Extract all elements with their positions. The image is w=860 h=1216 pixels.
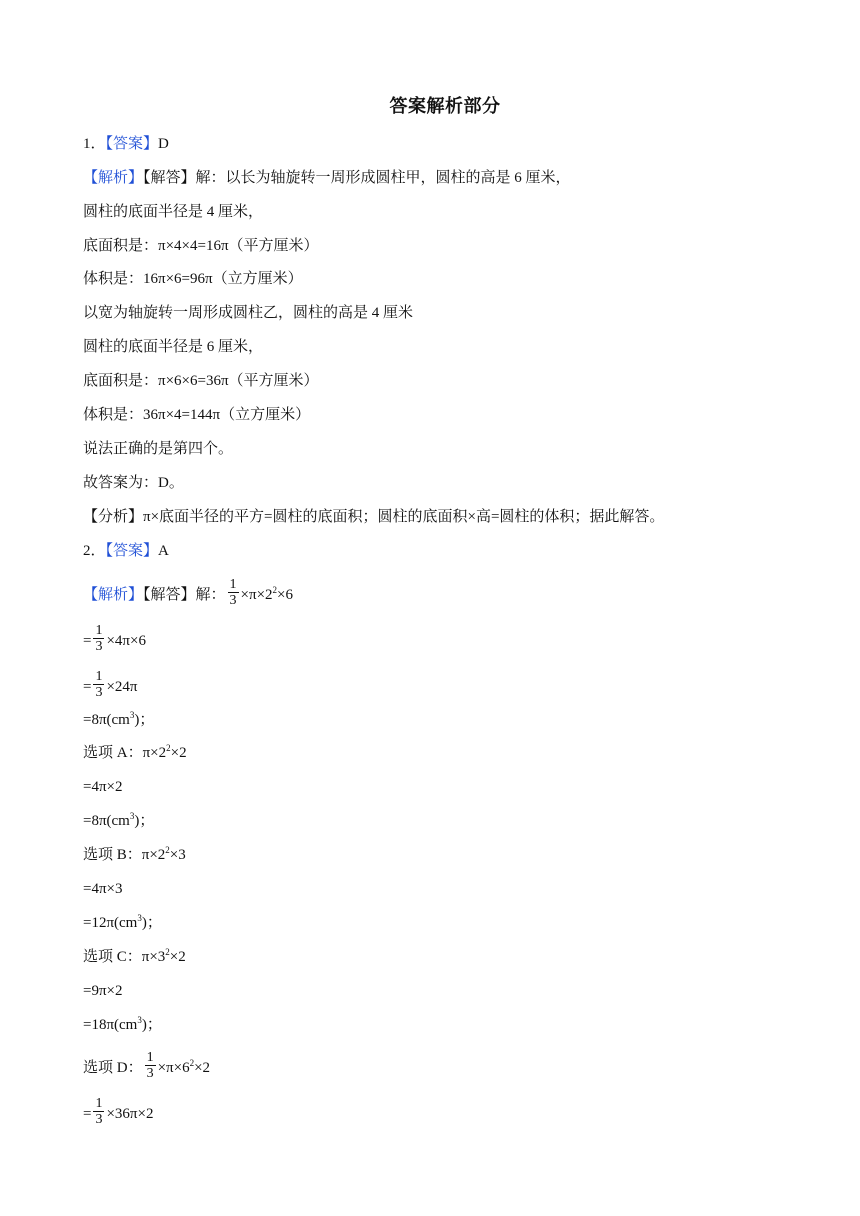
expr-part: ×π×6	[157, 1059, 190, 1076]
fraction-denominator: 3	[95, 639, 103, 654]
expr-part: )；	[134, 712, 155, 728]
expr-part: ×2	[194, 1059, 211, 1076]
fraction-numerator: 1	[146, 1050, 154, 1065]
fraction-numerator: 1	[95, 623, 103, 638]
expr-part: =8π(cm	[83, 712, 130, 728]
expr-part: 选项 A：π×2	[83, 745, 167, 761]
q2-solution-line-1	[83, 577, 294, 611]
expr-part: )；	[141, 1017, 162, 1033]
fraction	[93, 1096, 104, 1127]
q2-option-d-line-1	[83, 1050, 211, 1084]
fraction-denominator: 3	[95, 1112, 103, 1127]
fraction	[93, 623, 104, 654]
q2-option-b-line-3	[83, 914, 162, 932]
q1-line-text: 解：以长为轴旋转一周形成圆柱甲，圆柱的高是 6 厘米，	[195, 170, 571, 186]
q1-solution-line-10: 故答案为：D。	[83, 475, 184, 491]
expr-part: )；	[141, 915, 162, 931]
q2-answer-tag: 【答案】	[105, 543, 159, 559]
expr-part: 选项 B：π×2	[83, 847, 166, 863]
expr-part: )；	[134, 813, 155, 829]
q1-solution-line-6: 圆柱的底面半径是 6 厘米，	[83, 339, 264, 355]
q1-solution-line-1	[83, 169, 571, 187]
q1-number: 1．	[83, 136, 106, 152]
q1-solution-line-3: 底面积是：π×4×4=16π（平方厘米）	[83, 238, 319, 254]
q1-solution-line-8: 体积是：36π×4=144π（立方厘米）	[83, 407, 311, 423]
q2-option-a-line-3	[83, 812, 154, 830]
expr-part: =12π(cm	[83, 915, 138, 931]
expr-part: ×6	[277, 586, 294, 603]
equals-sign: =	[83, 1105, 92, 1122]
exponent: 3	[137, 913, 142, 923]
q1-jieda-tag: 【解答】	[143, 170, 196, 186]
fraction-numerator: 1	[95, 669, 103, 684]
expr-part: 选项 C：π×3	[83, 949, 166, 965]
fraction-denominator: 3	[229, 593, 237, 608]
q1-solution-line-2: 圆柱的底面半径是 4 厘米，	[83, 204, 264, 220]
equals-sign: =	[83, 678, 92, 695]
q2-option-c-line-3	[83, 1016, 162, 1034]
q1-answer-line	[83, 135, 169, 153]
q2-option-b-line-1	[83, 846, 186, 864]
q2-option-d-line-2	[83, 1096, 154, 1130]
q1-answer: D	[158, 136, 169, 152]
expr-part: ×2	[169, 949, 186, 965]
q2-option-a-line-2: =4π×2	[83, 779, 123, 795]
q2-line-prefix: 解：	[195, 586, 226, 603]
q2-jiexi-tag: 【解析】	[83, 586, 144, 603]
exponent: 2	[165, 845, 170, 855]
expr-part: ×3	[169, 847, 186, 863]
q1-solution-line-4: 体积是：16π×6=96π（立方厘米）	[83, 271, 303, 287]
q2-option-c-line-2: =9π×2	[83, 983, 123, 999]
q1-fenxi-text: π×底面半径的平方=圆柱的底面积；圆柱的底面积×高=圆柱的体积；据此解答。	[143, 509, 665, 525]
q2-solution-line-3	[83, 669, 138, 703]
fraction-numerator: 1	[95, 1096, 103, 1111]
fraction-numerator: 1	[229, 577, 237, 592]
exponent: 3	[137, 1015, 142, 1025]
fraction-denominator: 3	[146, 1066, 154, 1081]
q1-answer-tag: 【答案】	[105, 136, 159, 152]
exponent: 2	[165, 947, 170, 957]
expr-part: 选项 D：	[83, 1059, 143, 1076]
q1-analysis-line	[83, 508, 664, 526]
q1-jiexi-tag: 【解析】	[83, 170, 144, 186]
exponent: 2	[189, 1057, 195, 1068]
equals-sign: =	[83, 632, 92, 649]
q2-option-c-line-1	[83, 948, 186, 966]
q2-answer-line	[83, 542, 169, 560]
q2-jieda-tag: 【解答】	[143, 586, 196, 603]
q1-solution-line-7: 底面积是：π×6×6=36π（平方厘米）	[83, 373, 319, 389]
fraction-denominator: 3	[95, 685, 103, 700]
q2-answer: A	[158, 543, 169, 559]
exponent: 2	[166, 743, 171, 753]
expr-part: =8π(cm	[83, 813, 130, 829]
expr-part: ×2	[170, 745, 187, 761]
expr-part: ×π×2	[240, 586, 273, 603]
expr-part: ×4π×6	[106, 632, 146, 649]
fraction	[93, 669, 104, 700]
expr-part: =18π(cm	[83, 1017, 138, 1033]
exponent: 3	[129, 811, 135, 821]
q2-option-a-line-1	[83, 744, 187, 762]
expr-part: ×36π×2	[106, 1105, 154, 1122]
fraction	[228, 577, 239, 608]
fraction	[145, 1050, 156, 1081]
q2-solution-line-2	[83, 623, 146, 657]
q2-solution-line-4	[83, 711, 154, 729]
page-title: 答案解析部分	[389, 96, 501, 117]
exponent: 2	[272, 584, 278, 595]
q1-solution-line-9: 说法正确的是第四个。	[83, 441, 234, 457]
q2-option-b-line-2: =4π×3	[83, 881, 123, 897]
q1-solution-line-5: 以宽为轴旋转一周形成圆柱乙，圆柱的高是 4 厘米	[83, 305, 414, 321]
expr-part: ×24π	[106, 678, 138, 695]
q2-number: 2．	[83, 543, 106, 559]
q1-fenxi-tag: 【分析】	[83, 509, 144, 525]
exponent: 3	[129, 710, 135, 720]
